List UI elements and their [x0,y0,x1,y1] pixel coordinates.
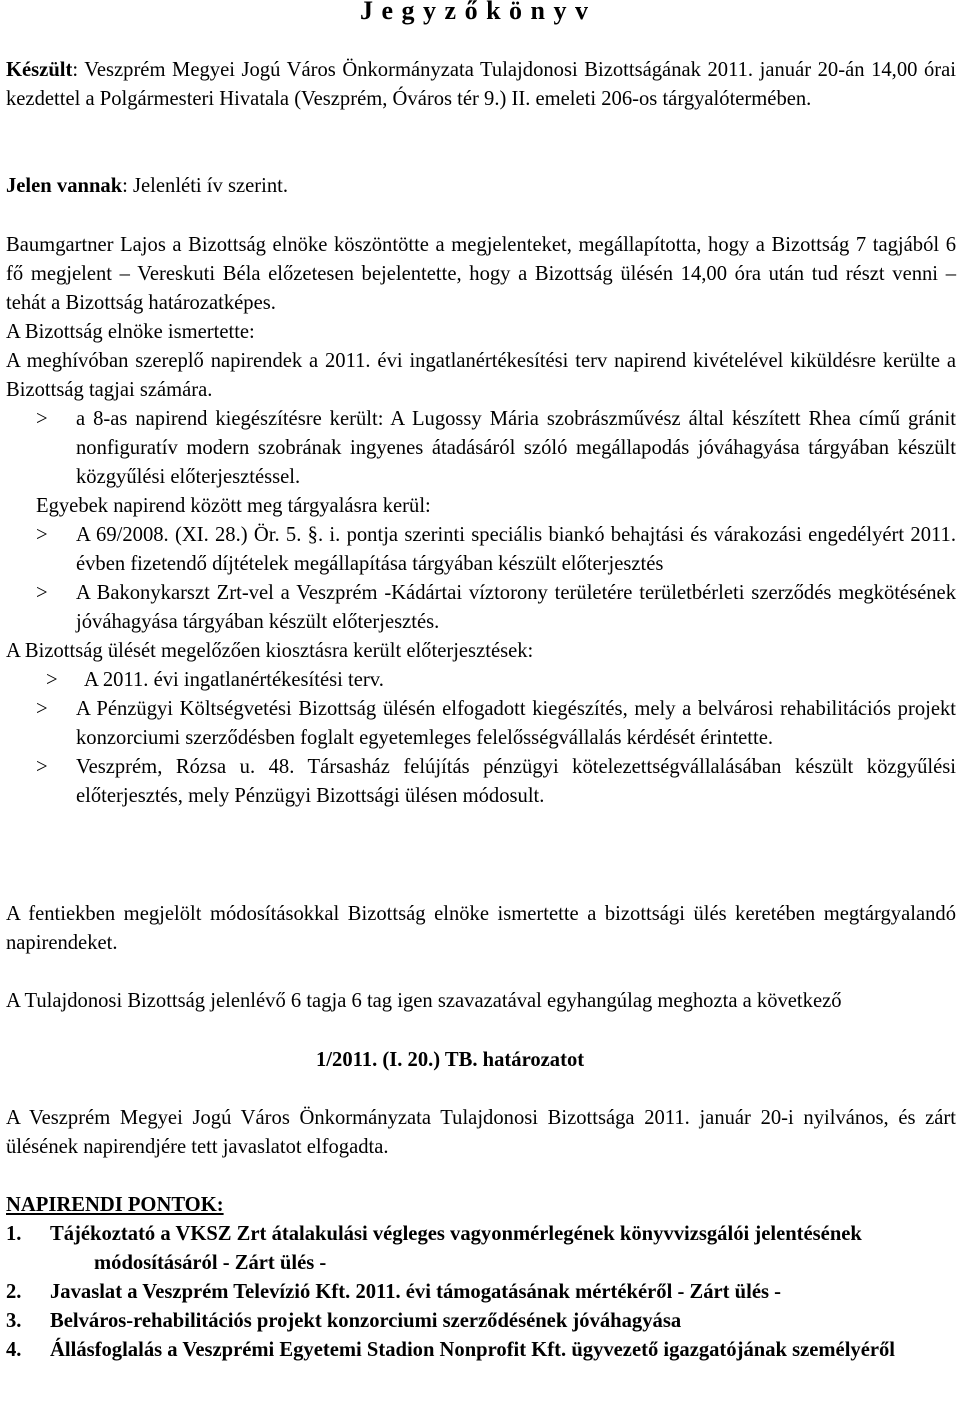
bullet-item [6,695,956,753]
agenda-item-number: 1. [6,1223,22,1245]
agenda-item-number: 3. [6,1310,22,1332]
line-ismertette: A Bizottság elnöke ismertette: [6,321,255,343]
agenda-item-text: Állásfoglalás a Veszprémi Egyetemi Stadion Nonprofit Kft. ügyvezető igazgatójának személyéről [50,1339,896,1361]
agenda-item-number: 4. [6,1339,22,1361]
para-fentiekben: A fentiekben megjelölt módosításokkal Bizottság elnöke ismertette a bizottsági ülés keretében megtárgyalandó napirendeket. [6,903,956,954]
agenda-item-1 [6,1220,956,1278]
bullet-mark: > [46,669,58,691]
keszult-label: Készült [6,59,73,81]
bullet-text: Veszprém, Rózsa u. 48. Társasház felújítás pénzügyi kötelezettségvállalásában készült közgyűlési előterjesztés, mely Pénzügyi Bizottsági ülésen módosult. [76,756,956,807]
bullet-mark: > [36,756,48,778]
agenda-item-text: Javaslat a Veszprém Televízió Kft. 2011. évi támogatásának mértékéről - Zárt ülés - [50,1281,781,1303]
bullet-mark: > [36,582,48,604]
bullet-text: A Bakonykarszt Zrt-vel a Veszprém -Kádártai víztorony területére területbérleti szerződés megkötésének jóváhagyása tárgyában készült előterjesztés. [76,582,956,633]
bullet-text: a 8-as napirend kiegészítésre került: A Lugossy Mária szobrászművész által készített Rhea című gránit nonfiguratív modern szobrának ingyenes átadásáról szóló megállapodás jóváhagyása tárgyában készült közgyűlési előterjesztéssel. [76,408,956,488]
line-meghivo: A meghívóban szereplő napirendek a 2011. évi ingatlanértékesítési terv napirend kivételével kiküldésre kerülte a Bizottság tagjai számára. [6,350,956,401]
hatarozat-title: 1/2011. (I. 20.) TB. határozatot [316,1049,585,1071]
agenda-item-number: 2. [6,1281,22,1303]
jelen-text: : Jelenléti ív szerint. [122,175,289,197]
opening-paragraph [6,231,956,811]
para-baumgartner: Baumgartner Lajos a Bizottság elnöke köszöntötte a megjelenteket, megállapította, hogy a Bizottság 7 tagjából 6 fő megjelent – Vereskuti Béla előzetesen bejelentette, hogy a Bizottság ülésén 14,00 óra után tud részt venni – tehát a Bizottság határozatképes. [6,234,956,314]
bullet-item [6,521,956,579]
line-kiosztas: A Bizottság ülését megelőzően kiosztásra került előterjesztések: [6,640,534,662]
bullet-mark: > [36,408,48,430]
bullet-mark: > [36,524,48,546]
jelen-label: Jelen vannak [6,175,123,197]
agenda-item-4 [6,1336,956,1365]
bullet-text: A Pénzügyi Költségvetési Bizottság ülésén elfogadott kiegészítés, mely a belvárosi rehabilitációs projekt konzorciumi szerződésben foglalt egyetemleges felelősségvállalás kérdését érintette. [76,698,956,749]
document-title: J e g y z ő k ö n y v [360,0,589,25]
bullet-item [6,579,956,637]
napirendi-heading: NAPIRENDI PONTOK: [6,1194,224,1216]
agenda-item-text: Belváros-rehabilitációs projekt konzorciumi szerződésének jóváhagyása [50,1310,682,1332]
agenda-item-3 [6,1307,956,1336]
bullet-item [6,753,956,811]
line-egyebek: Egyebek napirend között meg tárgyalásra kerül: [36,495,431,517]
para-veszprem: A Veszprém Megyei Jogú Város Önkormányzata Tulajdonosi Bizottsága 2011. január 20-i nyilvános, és zárt ülésének napirendjére tett javaslatot elfogadta. [6,1107,956,1158]
bullet-text: A 69/2008. (XI. 28.) Ör. 5. §. i. pontja szerinti speciális biankó behajtási és várakozási engedélyért 2011. évben fizetendő díjtételek megállapítása tárgyában készült előterjesztés [76,524,956,575]
bullet-item [6,405,956,492]
agenda-item-text: Tájékoztató a VKSZ Zrt átalakulási végleges vagyonmérlegének könyvvizsgálói jelentésének módosításáról - Zárt ülés - [50,1223,862,1274]
bullet-item [6,666,956,695]
para-tulajdonosi: A Tulajdonosi Bizottság jelenlévő 6 tagja 6 tag igen szavazatával egyhangúlag meghozta a következő [6,990,842,1012]
bullet-mark: > [36,698,48,720]
napirendi-section [6,1191,956,1365]
keszult-paragraph [6,56,956,114]
keszult-text: : Veszprém Megyei Jogú Város Önkormányzata Tulajdonosi Bizottságának 2011. január 20-án 14,00 órai kezdettel a Polgármesteri Hivatala (Veszprém, Óváros tér 9.) II. emeleti 206-os tárgyalótermében. [6,59,956,110]
agenda-item-2 [6,1278,956,1307]
jelen-paragraph [6,172,956,201]
bullet-text: A 2011. évi ingatlanértékesítési terv. [84,669,384,691]
